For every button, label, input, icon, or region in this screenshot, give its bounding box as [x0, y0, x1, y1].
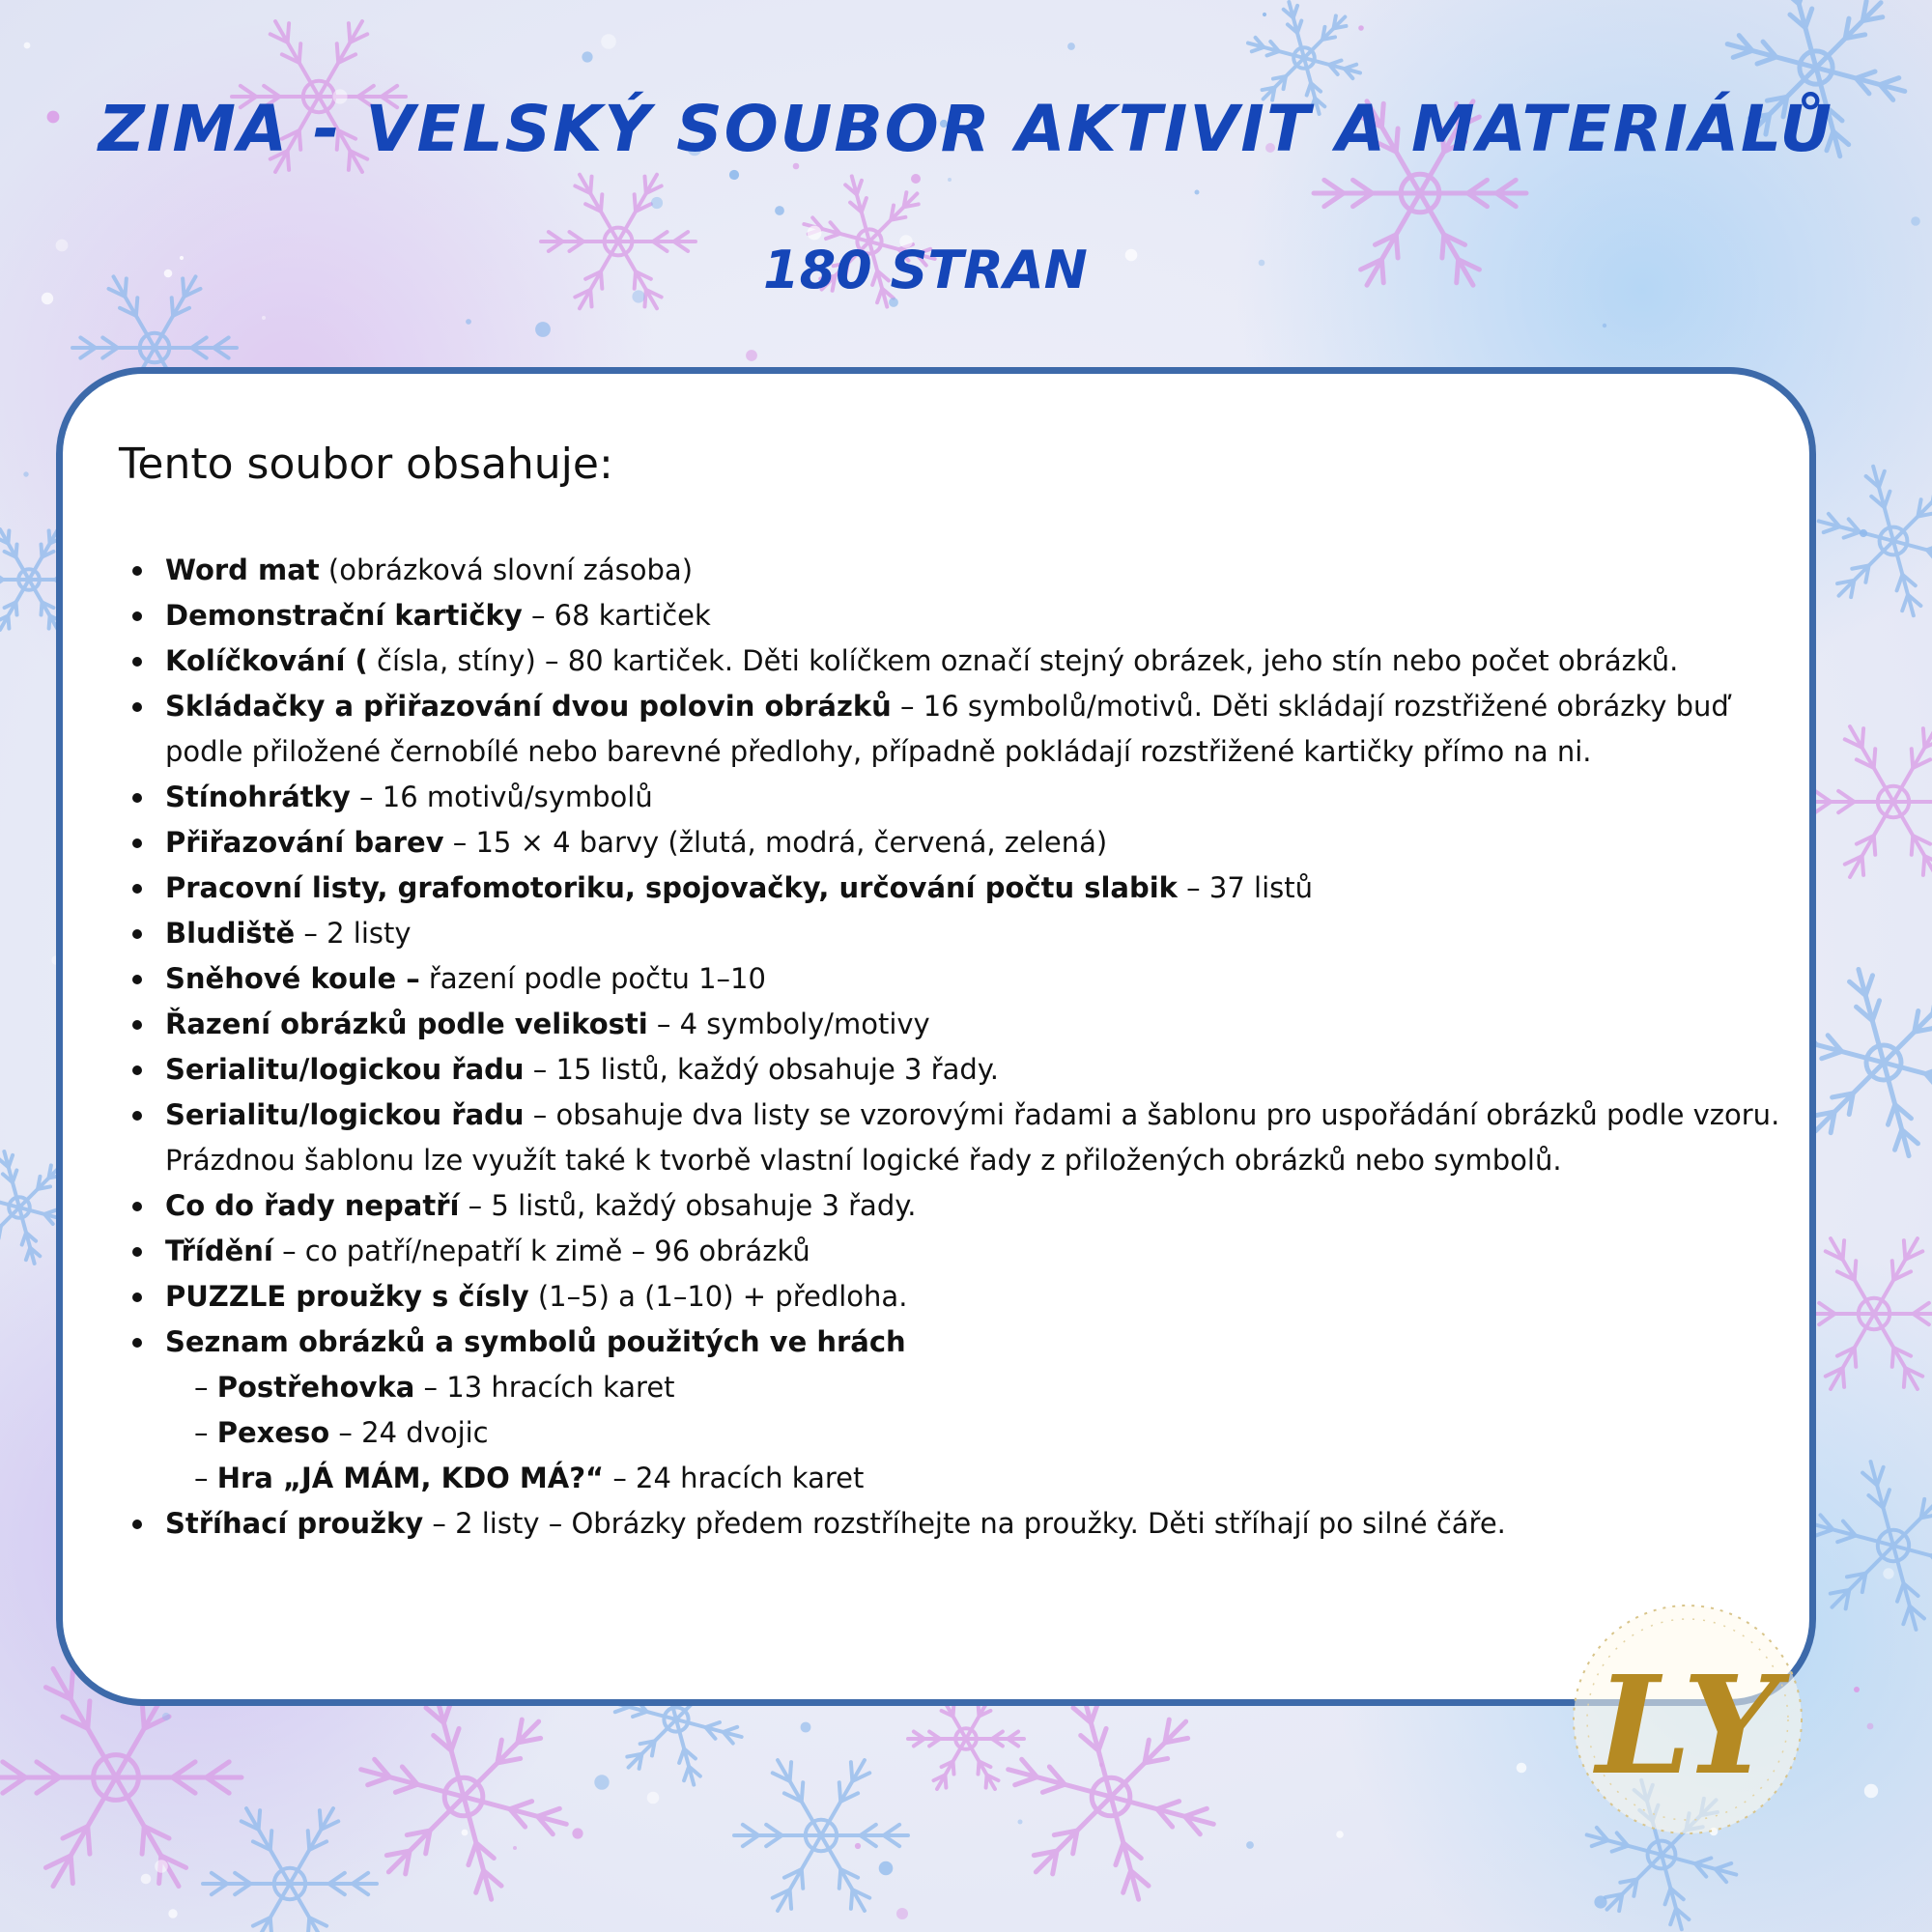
- list-item: [123, 593, 1804, 639]
- list-item: [123, 1501, 1804, 1547]
- item-title: Pexeso: [216, 1416, 330, 1449]
- item-detail: – 15 listů, každý obsahuje 3 řady.: [524, 1053, 1000, 1086]
- snowflake-icon: [1809, 1462, 1932, 1630]
- item-detail: – 68 kartiček: [522, 599, 711, 632]
- item-detail: – 2 listy: [295, 917, 412, 950]
- list-item: [123, 911, 1804, 956]
- sub-item-dash: –: [194, 1371, 217, 1404]
- list-item: [123, 639, 1804, 684]
- item-detail: – 4 symboly/motivy: [647, 1008, 930, 1040]
- page-subtitle: 180 STRAN: [763, 240, 1088, 300]
- list-item: [123, 1274, 1804, 1320]
- item-detail: – 16 symbolů/motivů. Děti skládají rozstřižené obrázky buď podle přiložené černobílé nebo barevné předlohy, případně pokládají rozstřižené kartičky přímo na ni.: [165, 690, 1729, 768]
- list-item: [123, 1002, 1804, 1047]
- logo-monogram: LY: [1596, 1647, 1779, 1805]
- sub-list-item: [123, 1410, 1804, 1456]
- sparkle-dot: [729, 170, 739, 180]
- sparkle-dot: [141, 1874, 152, 1885]
- item-title: Pracovní listy, grafomotoriku, spojovačky, určování počtu slabik: [165, 871, 1178, 904]
- item-title: Řazení obrázků podle velikosti: [165, 1008, 648, 1040]
- sparkle-dot: [23, 471, 28, 476]
- sparkle-dot: [1099, 1763, 1103, 1767]
- sparkle-dot: [651, 197, 663, 209]
- sparkle-dot: [896, 1908, 908, 1919]
- item-title: Stínohrátky: [165, 781, 351, 813]
- sub-list-item: [123, 1365, 1804, 1410]
- sparkle-dot: [513, 1846, 517, 1850]
- list-item: [123, 1320, 1804, 1365]
- item-detail: čísla, stíny) – 80 kartiček. Děti kolíčkem označí stejný obrázek, jeho stín nebo počet obrázků.: [367, 644, 1679, 677]
- sparkle-dot: [582, 51, 592, 62]
- sparkle-dot: [42, 293, 53, 304]
- snowflake-icon: [734, 1760, 908, 1911]
- sparkle-dot: [462, 1830, 469, 1836]
- sparkle-dot: [1125, 249, 1138, 262]
- content-card: [56, 367, 1816, 1706]
- snowflake-icon: [541, 175, 696, 309]
- brand-logo: [1557, 1589, 1818, 1850]
- item-detail: – 24 hracích karet: [604, 1462, 865, 1494]
- sub-item-dash: –: [194, 1462, 217, 1494]
- item-title: Stříhací proužky: [165, 1507, 424, 1540]
- sparkle-dot: [647, 1792, 660, 1804]
- snowflake-icon: [361, 1694, 567, 1899]
- sparkle-dot: [601, 34, 616, 49]
- item-title: Co do řady nepatří: [165, 1189, 460, 1222]
- sparkle-dot: [466, 319, 471, 325]
- sparkle-dot: [948, 178, 952, 182]
- sparkle-dot: [1883, 1568, 1893, 1578]
- item-title: Seznam obrázků a symbolů použitých ve hrách: [165, 1325, 906, 1358]
- item-title: Skládačky a přiřazování dvou polovin obrázků: [165, 690, 892, 723]
- sparkle-dot: [1867, 1723, 1874, 1730]
- snowflake-icon: [1009, 1694, 1214, 1899]
- sparkle-dot: [1259, 260, 1265, 267]
- sparkle-dot: [855, 1843, 861, 1849]
- item-title: Sněhové koule –: [165, 962, 420, 995]
- list-item: [123, 1229, 1804, 1274]
- sparkle-dot: [911, 174, 921, 184]
- item-title: Kolíčkování (: [165, 644, 368, 677]
- sparkle-dot: [572, 1828, 582, 1838]
- sparkle-dot: [1911, 216, 1920, 226]
- sparkle-dot: [1358, 25, 1364, 31]
- list-item: [123, 775, 1804, 820]
- sparkle-dot: [1336, 1831, 1344, 1838]
- item-title: Třídění: [165, 1235, 273, 1267]
- sparkle-dot: [535, 322, 551, 337]
- item-detail: – obsahuje dva listy se vzorovými řadami a šablonu pro uspořádání obrázků podle vzoru. Prázdnou šablonu lze využít také k tvorbě vlastní logické řady z přiložených obrázků nebo symbolů.: [165, 1098, 1780, 1177]
- sparkle-dot: [808, 226, 822, 241]
- item-title: Serialitu/logickou řadu: [165, 1098, 525, 1131]
- list-item: [123, 820, 1804, 866]
- snowflake-icon: [203, 1808, 377, 1932]
- list-item: [123, 1183, 1804, 1229]
- snowflake-icon: [1819, 467, 1932, 615]
- sparkle-dot: [180, 256, 184, 260]
- sparkle-dot: [1263, 13, 1266, 16]
- sparkle-dot: [1195, 190, 1200, 195]
- sparkle-dot: [1246, 1841, 1254, 1849]
- sparkle-dot: [164, 270, 173, 278]
- sparkle-dot: [56, 240, 69, 252]
- item-detail: (obrázková slovní zásoba): [319, 554, 694, 586]
- item-detail: – 37 listů: [1177, 871, 1313, 904]
- sparkle-dot: [1864, 1784, 1878, 1798]
- sparkle-dot: [168, 1909, 177, 1918]
- list-item: [123, 1047, 1804, 1093]
- sparkle-dot: [24, 43, 31, 49]
- intro-heading: Tento soubor obsahuje:: [119, 440, 613, 489]
- sparkle-dot: [262, 316, 266, 320]
- snowflake-icon: [1806, 726, 1932, 877]
- contents-list: [123, 548, 1804, 1547]
- sparkle-dot: [1860, 529, 1867, 537]
- item-detail: – 13 hracích karet: [414, 1371, 675, 1404]
- item-title: Demonstrační kartičky: [165, 599, 523, 632]
- item-title: PUZZLE proužky s čísly: [165, 1280, 529, 1313]
- list-item: [123, 956, 1804, 1002]
- sparkle-dot: [1594, 1895, 1606, 1908]
- item-detail: – 2 listy – Obrázky předem rozstříhejte na proužky. Děti stříhají po silné čáře.: [423, 1507, 1506, 1540]
- sparkle-dot: [1067, 43, 1075, 50]
- sparkle-dot: [879, 1861, 894, 1876]
- item-title: Serialitu/logickou řadu: [165, 1053, 525, 1086]
- item-detail: – co patří/nepatří k zimě – 96 obrázků: [272, 1235, 810, 1267]
- item-title: Bludiště: [165, 917, 296, 950]
- sparkle-dot: [1854, 1687, 1860, 1692]
- item-detail: řazení podle počtu 1–10: [419, 962, 766, 995]
- item-detail: – 24 dvojic: [329, 1416, 489, 1449]
- item-title: Postřehovka: [216, 1371, 415, 1404]
- item-title: Hra „JÁ MÁM, KDO MÁ?“: [216, 1462, 605, 1494]
- item-detail: (1–5) a (1–10) + předloha.: [528, 1280, 908, 1313]
- page-title: ZIMA - VELSKÝ SOUBOR AKTIVIT A MATERIÁLŮ: [98, 92, 1834, 166]
- sparkle-dot: [1018, 1820, 1023, 1825]
- sparkle-dot: [801, 1722, 811, 1733]
- sparkle-dot: [1517, 1763, 1527, 1774]
- sparkle-dot: [162, 1713, 170, 1720]
- sparkle-dot: [594, 1775, 609, 1789]
- item-detail: – 16 motivů/symbolů: [350, 781, 653, 813]
- item-detail: – 5 listů, každý obsahuje 3 řady.: [459, 1189, 917, 1222]
- sparkle-dot: [155, 1860, 168, 1873]
- sparkle-dot: [775, 206, 784, 215]
- sparkle-dot: [746, 350, 757, 361]
- item-detail: – 15 × 4 barvy (žlutá, modrá, červená, zelená): [443, 826, 1108, 859]
- item-title: Přiřazování barev: [165, 826, 444, 859]
- sub-list-item: [123, 1456, 1804, 1501]
- list-item: [123, 684, 1804, 775]
- sparkle-dot: [1603, 324, 1606, 327]
- item-title: Word mat: [165, 554, 320, 586]
- list-item: [123, 548, 1804, 593]
- sub-item-dash: –: [194, 1416, 217, 1449]
- list-item: [123, 1093, 1804, 1183]
- list-item: [123, 866, 1804, 911]
- sparkle-dot: [632, 290, 644, 302]
